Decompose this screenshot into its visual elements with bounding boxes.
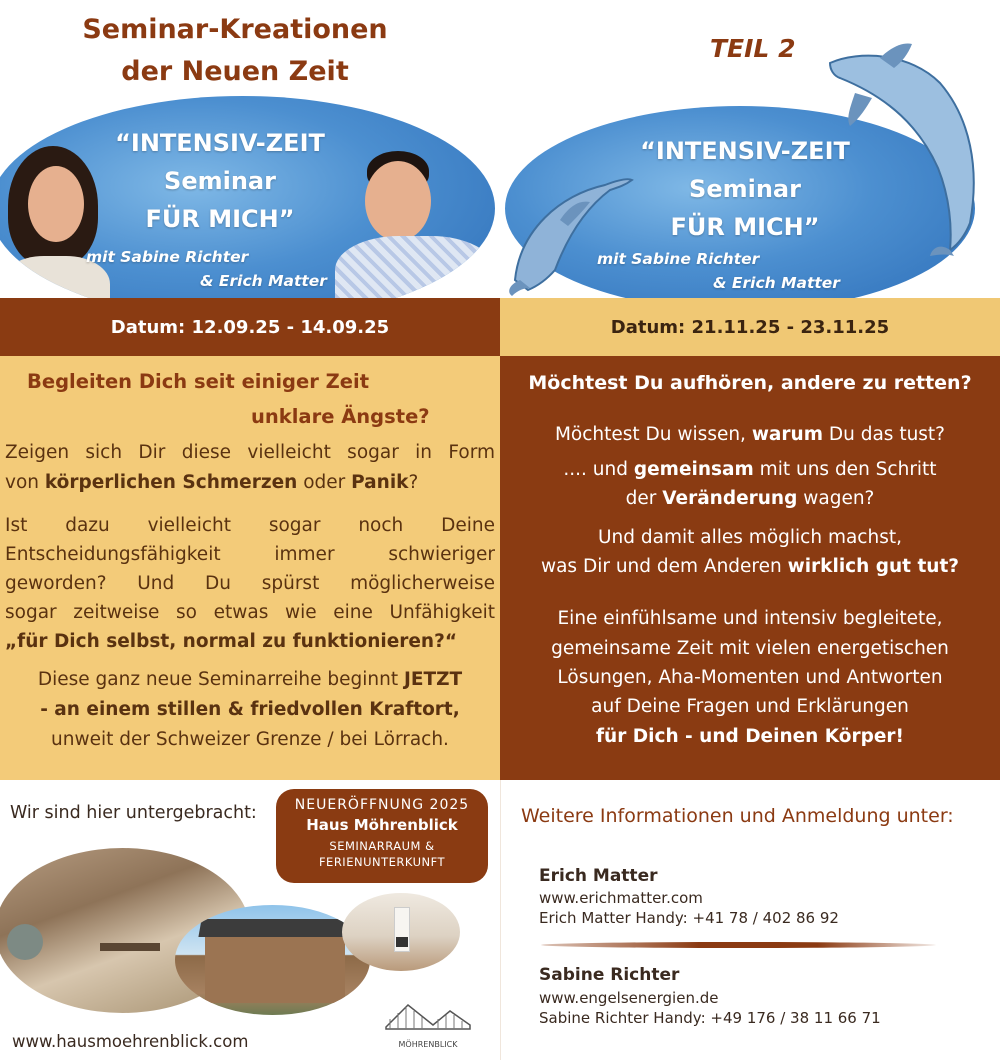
left-question-line2: unklare Ängste?	[251, 405, 430, 428]
title-line-1: Seminar-Kreationen	[82, 14, 388, 45]
erich-matter-photo	[335, 151, 495, 321]
right-heading: Möchtest Du aufhören, andere zu retten?	[528, 372, 972, 394]
seminar-hosts-line2: & Erich Matter	[200, 272, 327, 290]
seminar-title-line1: “INTENSIV-ZEIT	[640, 137, 850, 165]
left-p3-line2: - an einem stillen & friedvollen Kraftort,	[40, 699, 460, 720]
seminar-title-line3: FÜR MICH”	[145, 205, 295, 233]
seminar-hosts-line1: mit Sabine Richter	[86, 248, 249, 266]
left-p1-line2: von körperlichen Schmerzen oder Panik?	[5, 472, 419, 493]
left-p1-line1: Zeigen sich Dir diese vielleicht sogar in Form	[5, 442, 495, 463]
seminar-title-line1: “INTENSIV-ZEIT	[115, 129, 325, 157]
title-line-2: der Neuen Zeit	[121, 56, 349, 87]
right-line6: Eine einfühlsame und intensiv begleitete,	[557, 608, 943, 629]
right-line9: auf Deine Fragen und Erklärungen	[591, 696, 909, 717]
contact-web-1[interactable]: www.erichmatter.com	[539, 889, 703, 907]
left-p2-line4: sogar zeitweise so etwas wie eine Unfähigkeit	[5, 602, 495, 623]
contact-phone-2: Sabine Richter Handy: +49 176 / 38 11 66 71	[539, 1009, 881, 1027]
left-p3-line1: Diese ganz neue Seminarreihe beginnt JETZT	[37, 669, 463, 690]
seminar-title-line2: Seminar	[689, 175, 801, 203]
badge-house-name: Haus Möhrenblick	[306, 816, 458, 834]
left-question-line1: Begleiten Dich seit einiger Zeit	[27, 370, 370, 393]
right-line10: für Dich - und Deinen Körper!	[596, 726, 904, 747]
accommodation-badge	[276, 789, 488, 883]
right-line1: Möchtest Du wissen, warum Du das tust?	[554, 424, 946, 445]
part-label: TEIL 2	[710, 34, 796, 63]
right-line8: Lösungen, Aha-Momenten und Antworten	[557, 667, 943, 688]
logo-text: MÖHRENBLICK	[398, 1040, 458, 1049]
dolphin-left-icon	[500, 160, 640, 300]
contact-phone-1: Erich Matter Handy: +41 78 / 402 86 92	[539, 909, 839, 927]
interior-photo	[342, 893, 460, 971]
seminar-title-line3: FÜR MICH”	[670, 213, 820, 241]
dolphin-right-icon	[820, 38, 1000, 258]
seminar-hosts-line2: & Erich Matter	[713, 274, 840, 292]
badge-sub2: FERIENUNTERKUNFT	[318, 855, 446, 869]
left-p2-line5: „für Dich selbst, normal zu funktionieren?“	[5, 631, 457, 652]
badge-sub1: SEMINARRAUM &	[329, 839, 435, 853]
seminar-banner-left	[0, 96, 495, 321]
contact-web-2[interactable]: www.engelsenergien.de	[539, 989, 719, 1007]
contact-heading: Weitere Informationen und Anmeldung unter:	[521, 805, 954, 827]
seminar-title-line2: Seminar	[164, 167, 276, 195]
seminar-hosts-line1: mit Sabine Richter	[597, 250, 760, 268]
left-p2-line3: geworden? Und Du spürst möglicherweise	[5, 573, 495, 594]
house-photo	[175, 905, 370, 1015]
left-p2-line1: Ist dazu vielleicht sogar noch Deine	[5, 515, 495, 536]
divider	[500, 780, 501, 1060]
right-line3: der Veränderung wagen?	[625, 488, 875, 509]
right-line2: .... und gemeinsam mit uns den Schritt	[563, 459, 937, 480]
right-line4: Und damit alles möglich machst,	[598, 527, 902, 548]
date-left: Datum: 12.09.25 - 14.09.25	[0, 298, 500, 356]
accommodation-label: Wir sind hier untergebracht:	[10, 803, 257, 823]
left-p2-line2: Entscheidungsfähigkeit immer schwieriger	[5, 544, 495, 565]
badge-opening: NEUERÖFFNUNG 2025	[294, 797, 470, 813]
contact-name-1: Erich Matter	[539, 866, 658, 886]
right-line5: was Dir und dem Anderen wirklich gut tut?	[540, 556, 960, 577]
contact-name-2: Sabine Richter	[539, 965, 680, 985]
date-right: Datum: 21.11.25 - 23.11.25	[500, 298, 1000, 356]
right-line7: gemeinsame Zeit mit vielen energetischen	[551, 638, 949, 659]
contact-separator	[541, 942, 936, 948]
left-p3-line3: unweit der Schweizer Grenze / bei Lörrach.	[51, 729, 449, 750]
moehrenblick-logo-icon	[378, 985, 478, 1055]
house-website-link[interactable]: www.hausmoehrenblick.com	[12, 1032, 249, 1051]
